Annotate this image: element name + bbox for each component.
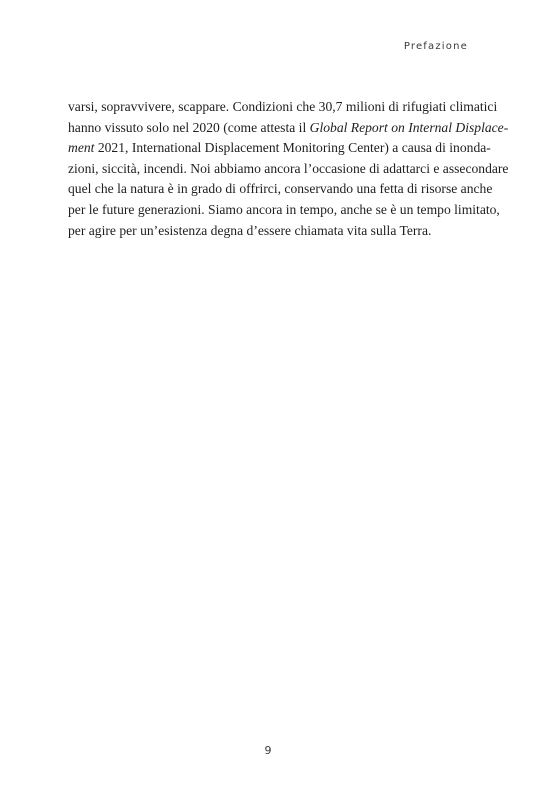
text-segment: 2021, International Displacement Monitoring Center) a causa di inonda-: [94, 140, 491, 156]
running-header-title: Prefazione: [403, 41, 468, 52]
text-segment: per le future generazioni. Siamo ancora in tempo, anche se è un tempo limitato,: [68, 201, 500, 217]
italic-title-segment: ment: [68, 140, 95, 156]
text-segment: quel che la natura è in grado di offrirci, conservando una fetta di risorse anche: [68, 181, 493, 197]
page-number: 9: [264, 744, 272, 757]
text-segment: zioni, siccità, incendi. Noi abbiamo ancora l’occasione di adattarci e assecondare: [68, 160, 509, 176]
paragraph-line: [68, 97, 498, 118]
text-segment: varsi, sopravvivere, scappare. Condizioni che 30,7 milioni di rifugiati climatici: [68, 99, 498, 114]
paragraph-line: [68, 118, 509, 139]
text-segment: hanno vissuto solo nel 2020 (come attesta il: [68, 119, 310, 135]
italic-title-segment: Global Report on Internal Displace-: [309, 119, 509, 135]
body-paragraph: [68, 97, 509, 241]
paragraph-line: [68, 138, 491, 159]
paragraph-line: [68, 159, 509, 180]
paragraph-line: [68, 200, 500, 221]
paragraph-line: [68, 179, 493, 200]
paragraph-line: [68, 221, 468, 242]
text-segment: per agire per un’esistenza degna d’essere chiamata vita sulla Terra.: [68, 222, 432, 238]
